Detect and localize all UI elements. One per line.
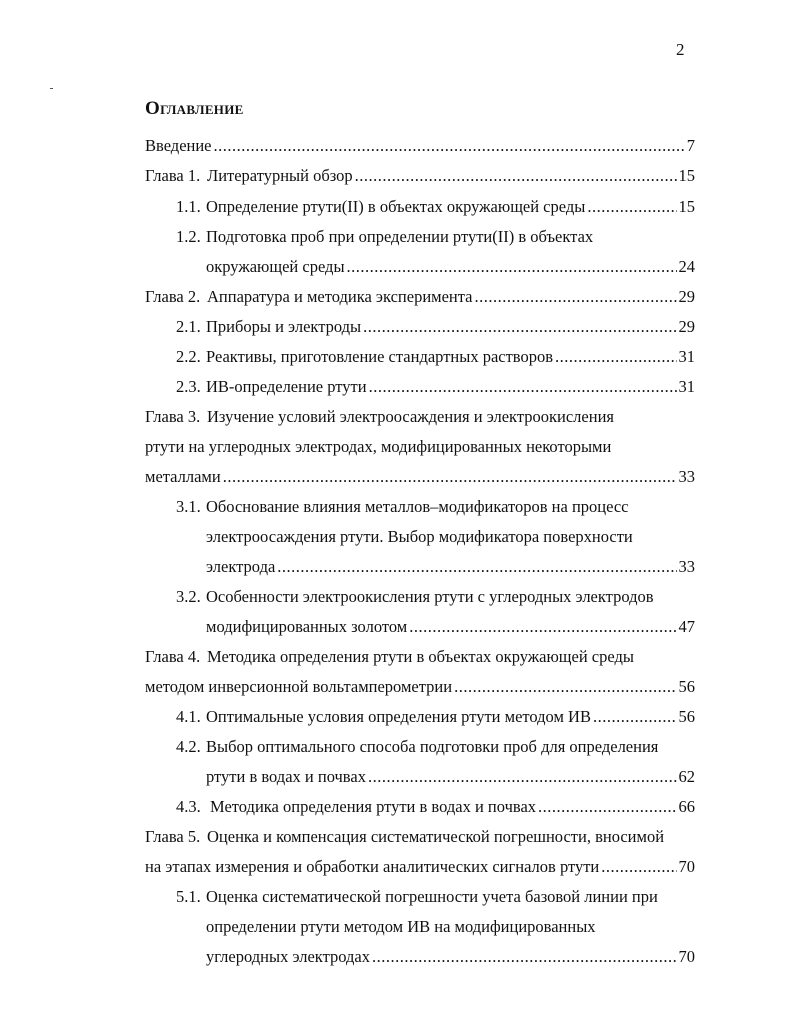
toc-number: Глава 4. <box>145 647 201 666</box>
toc-entry-5-1 <box>176 885 695 909</box>
toc-entry-chapter-4 <box>145 645 695 669</box>
toc-page: 7 <box>686 136 695 155</box>
toc-number: 5.1. <box>176 887 201 906</box>
toc-text: углеродных электродах <box>206 947 370 966</box>
toc-text: определении ртути методом ИВ на модифицированных <box>206 917 596 936</box>
toc-entry-chapter-2 <box>145 285 695 309</box>
toc-number: Глава 5. <box>145 827 201 846</box>
toc-leader-dots <box>593 705 677 729</box>
toc-entry-chapter-3-cont <box>145 435 695 459</box>
toc-number: 2.1. <box>176 317 201 336</box>
toc-leader-dots <box>369 375 677 399</box>
toc-entry-chapter-3-cont <box>145 465 695 489</box>
toc-page: 24 <box>678 257 695 276</box>
toc-entry-chapter-4-cont <box>145 675 695 699</box>
toc-entry-3-2-cont <box>206 615 695 639</box>
toc-number: 2.2. <box>176 347 201 366</box>
toc-text: Методика определения ртути в водах и почвах <box>210 797 537 816</box>
toc-number: Глава 2. <box>145 287 201 306</box>
toc-page: 33 <box>678 467 695 486</box>
toc-text: Оценка систематической погрешности учета базовой линии при <box>206 887 658 906</box>
toc-text: Выбор оптимального способа подготовки проб для определения <box>206 737 659 756</box>
toc-entry-1-2 <box>176 225 695 249</box>
toc-leader-dots <box>363 315 676 339</box>
toc-leader-dots <box>347 255 677 279</box>
toc-leader-dots <box>587 195 676 219</box>
toc-page: 29 <box>678 317 695 336</box>
toc-entry-1-1 <box>176 195 695 219</box>
toc-entry-2-3 <box>176 375 695 399</box>
toc-text: Оценка и компенсация систематической погрешности, вносимой <box>207 827 665 846</box>
toc-entry-4-1 <box>176 705 695 729</box>
toc-entry-4-2-cont <box>206 765 695 789</box>
toc-text: металлами <box>145 467 221 486</box>
toc-entry-4-3 <box>176 795 695 819</box>
toc-page: 31 <box>678 347 695 366</box>
toc-entry-5-1-cont <box>206 945 695 969</box>
toc-page: 56 <box>678 677 695 696</box>
toc-number: Глава 3. <box>145 407 201 426</box>
toc-text: окружающей среды <box>206 257 345 276</box>
toc-text: Оптимальные условия определения ртути методом ИВ <box>206 707 591 726</box>
toc-text: ртути в водах и почвах <box>206 767 366 786</box>
toc-text: методом инверсионной вольтамперометрии <box>145 677 453 696</box>
toc-text: Особенности электроокисления ртути с углеродных электродов <box>206 587 654 606</box>
toc-entry-introduction <box>145 134 695 158</box>
toc-text: электроосаждения ртути. Выбор модификатора поверхности <box>206 527 633 546</box>
toc-page: 56 <box>678 707 695 726</box>
toc-number: 1.2. <box>176 227 201 246</box>
toc-page: 15 <box>678 197 695 216</box>
toc-number: 4.3. <box>176 797 201 816</box>
toc-number: 4.2. <box>176 737 201 756</box>
toc-leader-dots <box>368 765 677 789</box>
toc-text: электрода <box>206 557 276 576</box>
toc-leader-dots <box>223 465 677 489</box>
toc-number: 1.1. <box>176 197 201 216</box>
toc-leader-dots <box>355 164 677 188</box>
toc-entry-3-1 <box>176 495 695 519</box>
toc-text: Литературный обзор <box>207 166 353 185</box>
toc-entry-chapter-5-cont <box>145 855 695 879</box>
toc-page: 66 <box>678 797 695 816</box>
toc-leader-dots <box>555 345 676 369</box>
toc-page: 15 <box>678 166 695 185</box>
toc-leader-dots <box>409 615 676 639</box>
toc-number: 4.1. <box>176 707 201 726</box>
toc-leader-dots <box>601 855 676 879</box>
toc-entry-3-1-cont <box>206 555 695 579</box>
toc-leader-dots <box>372 945 677 969</box>
toc-number: 3.1. <box>176 497 201 516</box>
toc-number: Глава 1. <box>145 166 201 185</box>
toc-page: 31 <box>678 377 695 396</box>
toc-leader-dots <box>475 285 677 309</box>
toc-entry-5-1-cont <box>206 915 695 939</box>
toc-text: Приборы и электроды <box>206 317 362 336</box>
toc-text: Методика определения ртути в объектах окружающей среды <box>207 647 634 666</box>
toc-page: 33 <box>678 557 695 576</box>
toc-page: 47 <box>678 617 695 636</box>
toc-leader-dots <box>538 795 676 819</box>
toc-entry-1-2-cont <box>206 255 695 279</box>
toc-text: модифицированных золотом <box>206 617 408 636</box>
toc-title: Оглавление <box>145 98 244 119</box>
scan-speck <box>50 88 53 89</box>
toc-entry-3-1-cont <box>206 525 695 549</box>
toc-text: Обоснование влияния металлов–модификаторов на процесс <box>206 497 629 516</box>
toc-leader-dots <box>277 555 676 579</box>
toc-entry-chapter-3 <box>145 405 695 429</box>
toc-page: 29 <box>678 287 695 306</box>
toc-page: 62 <box>678 767 695 786</box>
toc-entry-4-2 <box>176 735 695 759</box>
toc-entry-2-1 <box>176 315 695 339</box>
toc-entry-chapter-1 <box>145 164 695 188</box>
toc-text: Изучение условий электроосаждения и электроокисления <box>207 407 614 426</box>
toc-page: 70 <box>678 857 695 876</box>
toc-text: Введение <box>145 136 212 155</box>
toc-page: 70 <box>678 947 695 966</box>
toc-text: Определение ртути(II) в объектах окружающей среды <box>206 197 586 216</box>
toc-text: Реактивы, приготовление стандартных растворов <box>206 347 554 366</box>
toc-number: 2.3. <box>176 377 201 396</box>
toc-number: 3.2. <box>176 587 201 606</box>
toc-text: Подготовка проб при определении ртути(II) в объектах <box>206 227 594 246</box>
toc-leader-dots <box>454 675 676 699</box>
toc-leader-dots <box>214 134 685 158</box>
toc-entry-chapter-5 <box>145 825 695 849</box>
toc-text: на этапах измерения и обработки аналитических сигналов ртути <box>145 857 600 876</box>
toc-text: Аппаратура и методика эксперимента <box>207 287 473 306</box>
toc-text: ртути на углеродных электродах, модифицированных некоторыми <box>145 437 612 456</box>
toc-entry-3-2 <box>176 585 695 609</box>
page-number: 2 <box>676 40 685 59</box>
toc-entry-2-2 <box>176 345 695 369</box>
toc-text: ИВ-определение ртути <box>206 377 367 396</box>
